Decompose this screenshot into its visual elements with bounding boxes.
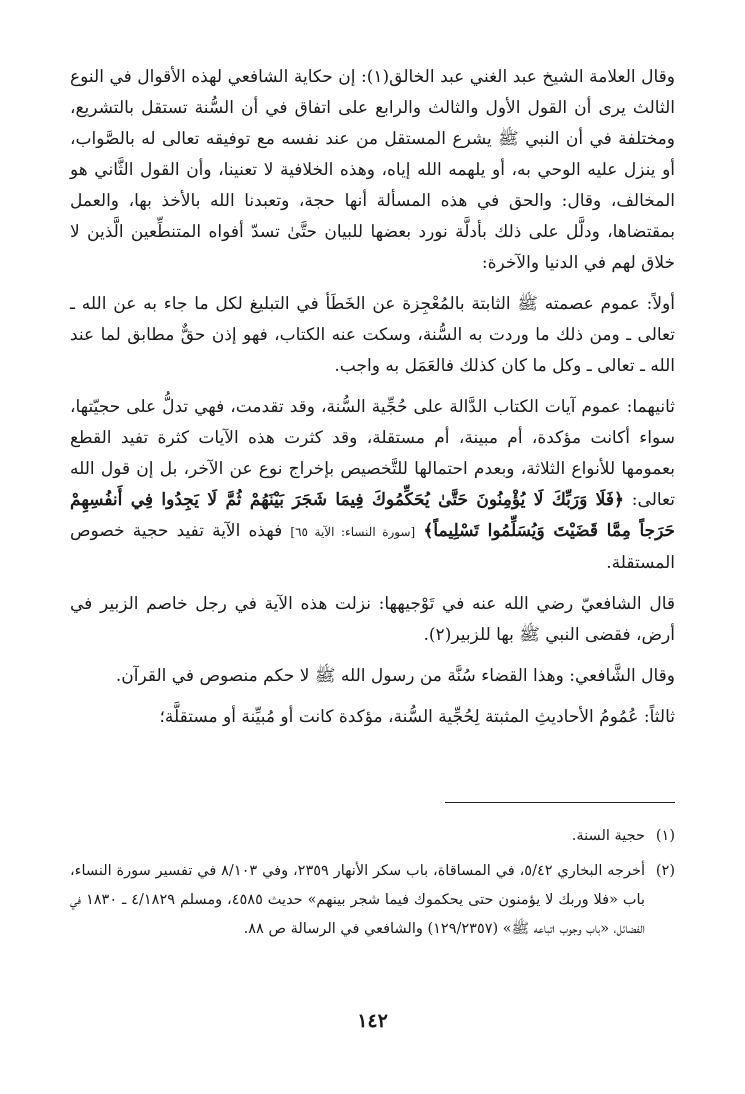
verse-reference: [سورة النساء: الآية ٦٥] [290,525,416,539]
footnote-text: أخرجه البخاري ٥/٤٢، في المساقاة، باب سكر الأنهار ٢٣٥٩، وفي ٨/١٠٣ في تفسير سورة النساء، باب «فلا وربك لا يؤمنون حتى يحكموك فيما شجر بينهم» حديث ٤٥٨٥، ومسلم ٤/١٨٢٩ ـ ١٨٣٠ في الفضائل، «باب وجوب اتباعه ﷺ» (١٢٩/٢٣٥٧) والشافعي في الرسالة ص ٨٨. [70,863,645,937]
footnote-number: (٢) [655,863,675,879]
footnote-separator [445,802,675,803]
main-text [70,62,675,743]
footnotes [70,822,675,950]
footnote-item [70,822,675,851]
verse-conclusion: فهذه الآية تفيد حجية خصوص المستقلة. [70,521,675,573]
second-evidence-text: ثانيهما: عموم آيات الكتاب الدَّالة على حُجِّية السُّنة، وقد تقدمت، فهي تدلُّ على حجيّتها، سواء أكانت مؤكدة، أم مبينة، أم مستقلة، وقد كثرت هذه الآيات كثرة تفيد القطع بعمومها للأنواع الثلاثة، وبعدم احتمالها للتَّخصيص بإخراج نوع عن الآخر، بل إن قول الله تعالى: [70,397,675,510]
paragraph-second-evidence [70,392,675,579]
footnote-text: حجية السنة. [571,828,645,844]
footnote-item [70,857,675,944]
paragraph-intro: وقال العلامة الشيخ عبد الغني عبد الخالق(١): إن حكاية الشافعي لهذه الأقوال في النوع الثالث يرى أن القول الأول والثالث والرابع على اتفاق في أن السُّنة تستقل بالتشريع، ومختلفة في أن النبي ﷺ يشرع المستقل من عند نفسه مع توفيقه تعالى له بالصَّواب، أو ينزل عليه الوحي به، أو يلهمه الله إياه، وهذه الخلافية لا تعنينا، وأن القول الثَّاني هو المخالف، وقال: والحق في هذه المسألة أنها حجة، وتعبدنا الله بالأخذ بها، والعمل بمقتضاها، ودلَّل على ذلك بأدلَّة نورد بعضها للبيان حتَّىٰ تسدّ أفواه المتنطِّعين الَّذين لا خلاق لهم في الدنيا والآخرة: [70,67,675,273]
footnote-number: (١) [655,828,675,844]
paragraph-shafii-quote: وقال الشَّافعي: وهذا القضاء سُنَّة من رسول الله ﷺ لا حكم منصوص في القرآن. [115,666,675,686]
paragraph-third-evidence: ثالثاً: عُمُومُ الأحاديثِ المثبتة لِحُجِّية السُّنة، مؤكدة كانت أو مُبيِّنة أو مستقلَّة؛ [159,707,675,727]
paragraph-first-evidence: أولاً: عموم عصمته ﷺ الثابتة بالمُعْجِزة عن الخَطَأ في التبليغ لكل ما جاء به عن الله ـ تعالى ـ ومن ذلك ما وردت به السُّنة، وسكت عنه الكتاب، فهو إذن حقٌّ مطابق لما عند الله ـ تعالى ـ وكل ما كان كذلك فالعَمَل به واجب. [70,294,675,376]
quran-verse: ﴿فَلَا وَرَبِّكَ لَا يُؤْمِنُونَ حَتَّىٰ يُحَكِّمُوكَ فِيمَا شَجَرَ بَيْنَهُمْ ثُمَّ لَا يَجِدُوا فِي أَنفُسِهِمْ حَرَجاً مِمَّا قَضَيْتَ وَيُسَلِّمُوا تَسْلِيماً﴾ [70,490,676,541]
page-number: ١٤٢ [357,1010,388,1032]
paragraph-shafii-comment: قال الشافعيّ رضي الله عنه في تَوْجيهها: نزلت هذه الآية في رجل خاصم الزبير في أرض، فقضى النبي ﷺ بها للزبير(٢). [70,594,675,645]
